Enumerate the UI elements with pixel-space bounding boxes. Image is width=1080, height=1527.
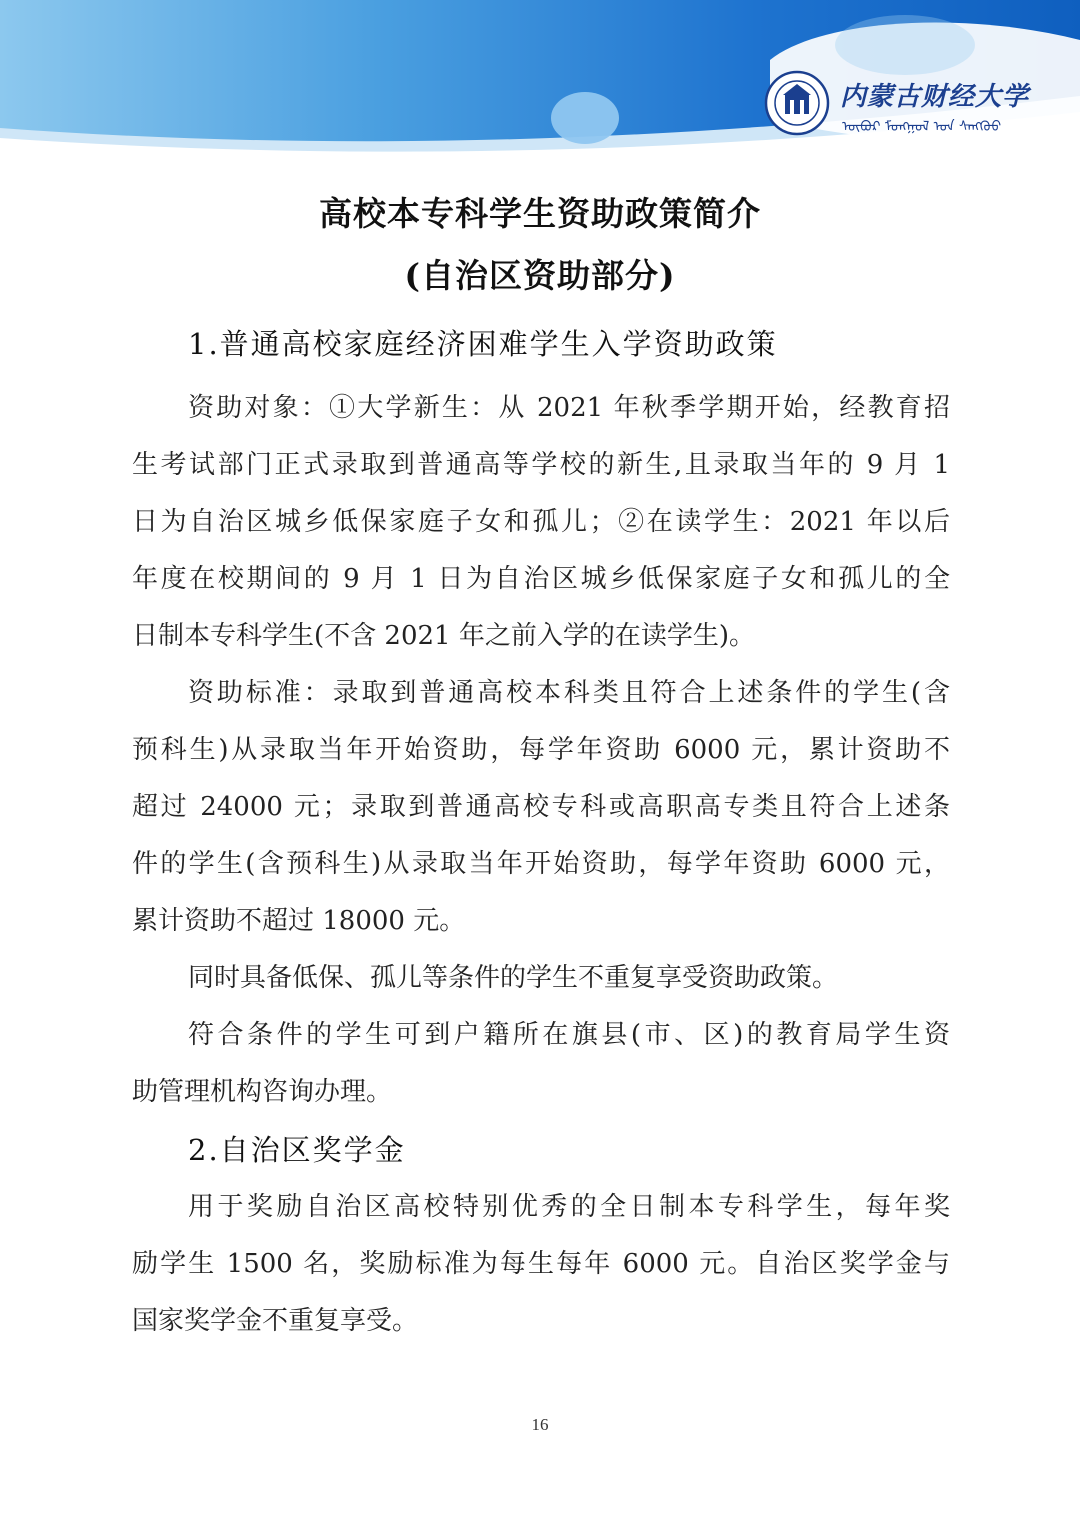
university-seal-icon — [764, 70, 830, 136]
document-subtitle: (自治区资助部分) — [404, 256, 676, 295]
paragraph-line: 累计资助不超过 18000 元。 — [132, 906, 466, 936]
paragraph-line: 年度在校期间的 9 月 1 日为自治区城乡低保家庭子女和孤儿的全 — [132, 564, 950, 594]
paragraph-line: 超过 24000 元；录取到普通高校专科或高职高专类且符合上述条 — [132, 792, 950, 822]
paragraph-line: 用于奖励自治区高校特别优秀的全日制本专科学生，每年奖 — [188, 1192, 950, 1222]
university-name-calligraphy: 内蒙古财经大学 — [840, 82, 1030, 112]
paragraph-line: 国家奖学金不重复享受。 — [132, 1306, 419, 1336]
section-2-heading: 2.自治区奖学金 — [188, 1133, 406, 1167]
paragraph-line: 预科生)从录取当年开始资助，每学年资助 6000 元，累计资助不 — [132, 735, 950, 765]
paragraph-line: 资助标准：录取到普通高校本科类且符合上述条件的学生(含 — [188, 678, 950, 708]
paragraph-line: 生考试部门正式录取到普通高等学校的新生,且录取当年的 9 月 1 — [132, 450, 950, 480]
paragraph-line: 励学生 1500 名，奖励标准为每生每年 6000 元。自治区奖学金与 — [132, 1249, 950, 1279]
section-1-heading: 1.普通高校家庭经济困难学生入学资助政策 — [188, 327, 778, 361]
university-name-mongolian: ᠦᠪᠦᠷ ᠮᠣᠩᠭᠣᠯ ᠤᠨ ᠰᠠᠩᠬᠦᠦ — [842, 119, 1002, 135]
paragraph-line: 符合条件的学生可到户籍所在旗县(市、区)的教育局学生资 — [188, 1020, 950, 1050]
paragraph-line: 资助对象：①大学新生：从 2021 年秋季学期开始，经教育招 — [188, 393, 950, 423]
paragraph-line: 件的学生(含预科生)从录取当年开始资助，每学年资助 6000 元， — [132, 849, 950, 879]
paragraph-line: 日制本专科学生(不含 2021 年之前入学的在读学生)。 — [132, 621, 755, 651]
paragraph-line: 同时具备低保、孤儿等条件的学生不重复享受资助政策。 — [188, 963, 839, 993]
document-title: 高校本专科学生资助政策简介 — [319, 194, 761, 233]
page-number: 16 — [531, 1415, 549, 1434]
university-logo — [764, 70, 1030, 140]
paragraph-line: 日为自治区城乡低保家庭子女和孤儿；②在读学生：2021 年以后 — [132, 507, 950, 537]
paragraph-line: 助管理机构咨询办理。 — [132, 1077, 393, 1107]
